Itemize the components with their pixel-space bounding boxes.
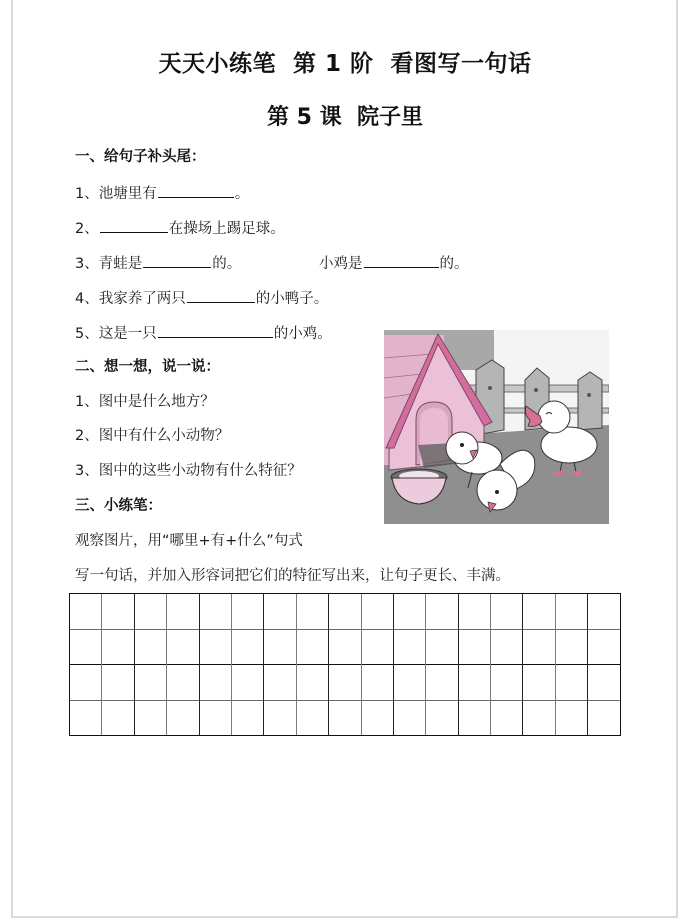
courtyard-illustration bbox=[384, 330, 609, 524]
blank-field-5[interactable] bbox=[158, 322, 273, 338]
fill-item-3-prefix: 3、青蛙是 bbox=[75, 256, 143, 272]
question-3: 3、图中的这些小动物有什么特征？ bbox=[75, 463, 302, 479]
fill-item-1-prefix: 1、池塘里有 bbox=[75, 186, 157, 202]
instruction-2: 写一句话，并加入形容词把它们的特征写出来，让句子更长、丰满。 bbox=[75, 568, 510, 584]
grid-cell[interactable] bbox=[199, 594, 231, 630]
grid-cell[interactable] bbox=[523, 665, 555, 701]
grid-cell[interactable] bbox=[296, 594, 328, 630]
grid-cell[interactable] bbox=[102, 665, 134, 701]
grid-cell[interactable] bbox=[296, 629, 328, 665]
blank-field-1[interactable] bbox=[158, 182, 234, 198]
grid-cell[interactable] bbox=[199, 629, 231, 665]
writing-grid[interactable] bbox=[69, 593, 621, 736]
grid-cell[interactable] bbox=[393, 665, 425, 701]
grid-cell[interactable] bbox=[102, 594, 134, 630]
grid-cell[interactable] bbox=[134, 629, 166, 665]
grid-cell[interactable] bbox=[361, 629, 393, 665]
grid-cell[interactable] bbox=[102, 700, 134, 736]
grid-cell[interactable] bbox=[264, 665, 296, 701]
grid-cell[interactable] bbox=[134, 665, 166, 701]
instruction-1: 观察图片，用“哪里+有+什么”句式 bbox=[75, 533, 303, 549]
lesson-title: 第 5 课 院子里 bbox=[267, 105, 423, 130]
fill-item-3 bbox=[75, 252, 241, 272]
fill-item-4 bbox=[75, 287, 328, 307]
grid-cell[interactable] bbox=[264, 594, 296, 630]
grid-cell[interactable] bbox=[199, 700, 231, 736]
grid-cell[interactable] bbox=[491, 594, 523, 630]
blank-field-3a[interactable] bbox=[143, 252, 211, 268]
grid-cell[interactable] bbox=[555, 629, 587, 665]
grid-cell[interactable] bbox=[491, 665, 523, 701]
grid-cell[interactable] bbox=[523, 700, 555, 736]
grid-cell[interactable] bbox=[588, 665, 620, 701]
grid-cell[interactable] bbox=[70, 629, 102, 665]
grid-cell[interactable] bbox=[231, 594, 263, 630]
grid-cell[interactable] bbox=[426, 629, 458, 665]
grid-cell[interactable] bbox=[458, 594, 490, 630]
grid-cell[interactable] bbox=[329, 629, 361, 665]
fill-item-4-prefix: 4、我家养了两只 bbox=[75, 291, 186, 307]
grid-cell[interactable] bbox=[426, 594, 458, 630]
grid-cell[interactable] bbox=[588, 629, 620, 665]
grid-cell[interactable] bbox=[199, 665, 231, 701]
section2-heading: 二、想一想，说一说： bbox=[75, 359, 220, 375]
grid-cell[interactable] bbox=[588, 594, 620, 630]
grid-cell[interactable] bbox=[555, 665, 587, 701]
grid-cell[interactable] bbox=[555, 594, 587, 630]
blank-field-4[interactable] bbox=[187, 287, 255, 303]
grid-cell[interactable] bbox=[426, 700, 458, 736]
blank-field-3b[interactable] bbox=[364, 252, 439, 268]
grid-cell[interactable] bbox=[393, 700, 425, 736]
grid-cell[interactable] bbox=[231, 665, 263, 701]
grid-row bbox=[70, 629, 621, 665]
question-1: 1、图中是什么地方？ bbox=[75, 394, 215, 410]
grid-cell[interactable] bbox=[167, 594, 199, 630]
grid-cell[interactable] bbox=[458, 629, 490, 665]
grid-cell[interactable] bbox=[102, 629, 134, 665]
grid-row bbox=[70, 700, 621, 736]
section1-heading: 一、给句子补头尾： bbox=[75, 149, 206, 165]
grid-row bbox=[70, 594, 621, 630]
blank-field-2[interactable] bbox=[100, 217, 168, 233]
grid-cell[interactable] bbox=[361, 594, 393, 630]
grid-cell[interactable] bbox=[393, 594, 425, 630]
fill-item-4-suffix: 的小鸭子。 bbox=[255, 291, 329, 307]
grid-cell[interactable] bbox=[231, 629, 263, 665]
fill-item-5-suffix: 的小鸡。 bbox=[273, 326, 332, 342]
grid-cell[interactable] bbox=[426, 665, 458, 701]
fill-item-2 bbox=[75, 217, 285, 237]
grid-cell[interactable] bbox=[458, 700, 490, 736]
grid-cell[interactable] bbox=[491, 629, 523, 665]
fill-item-1 bbox=[75, 182, 249, 202]
grid-cell[interactable] bbox=[167, 629, 199, 665]
grid-cell[interactable] bbox=[329, 700, 361, 736]
grid-cell[interactable] bbox=[167, 665, 199, 701]
fill-item-2-suffix: 在操场上踢足球。 bbox=[168, 221, 285, 237]
grid-cell[interactable] bbox=[70, 700, 102, 736]
grid-cell[interactable] bbox=[167, 700, 199, 736]
grid-cell[interactable] bbox=[555, 700, 587, 736]
fill-item-1-suffix: 。 bbox=[234, 186, 250, 202]
grid-cell[interactable] bbox=[458, 665, 490, 701]
grid-cell[interactable] bbox=[361, 665, 393, 701]
grid-cell[interactable] bbox=[523, 594, 555, 630]
grid-cell[interactable] bbox=[361, 700, 393, 736]
grid-cell[interactable] bbox=[523, 629, 555, 665]
section3-heading: 三、小练笔： bbox=[75, 498, 162, 514]
grid-cell[interactable] bbox=[70, 594, 102, 630]
grid-cell[interactable] bbox=[231, 700, 263, 736]
worksheet-title: 天天小练笔 第 1 阶 看图写一句话 bbox=[158, 51, 532, 77]
grid-cell[interactable] bbox=[393, 629, 425, 665]
fill-item-3-second-suffix: 的。 bbox=[439, 256, 469, 272]
fill-item-5-prefix: 5、这是一只 bbox=[75, 326, 157, 342]
grid-cell[interactable] bbox=[329, 594, 361, 630]
grid-row bbox=[70, 665, 621, 701]
question-2: 2、图中有什么小动物？ bbox=[75, 428, 230, 444]
fill-item-3-second-prefix: 小鸡是 bbox=[319, 256, 363, 272]
grid-cell[interactable] bbox=[588, 700, 620, 736]
grid-cell[interactable] bbox=[296, 665, 328, 701]
courtyard-image bbox=[384, 330, 609, 524]
grid-cell[interactable] bbox=[296, 700, 328, 736]
fill-item-2-prefix: 2、 bbox=[75, 221, 99, 237]
grid-cell[interactable] bbox=[329, 665, 361, 701]
fill-item-3-suffix: 的。 bbox=[212, 256, 242, 272]
fill-item-5 bbox=[75, 322, 332, 342]
grid-cell[interactable] bbox=[70, 665, 102, 701]
grid-cell[interactable] bbox=[134, 594, 166, 630]
grid-cell[interactable] bbox=[264, 700, 296, 736]
grid-cell[interactable] bbox=[264, 629, 296, 665]
fill-item-3-second bbox=[319, 252, 469, 272]
grid-cell[interactable] bbox=[134, 700, 166, 736]
grid-cell[interactable] bbox=[491, 700, 523, 736]
